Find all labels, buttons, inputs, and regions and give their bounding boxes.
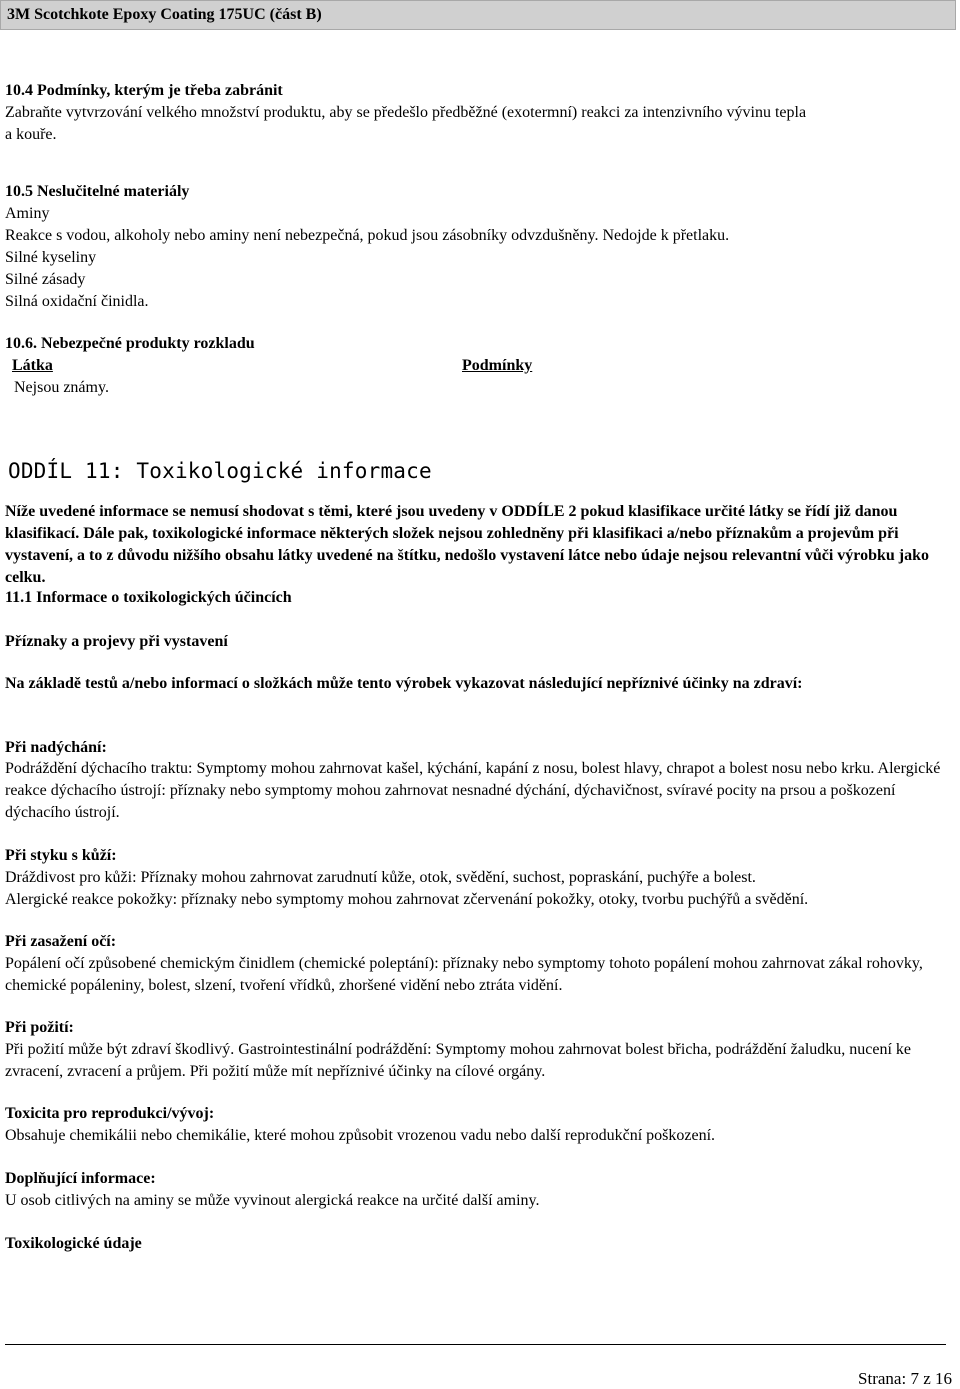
- incompatible-item: Reakce s vodou, alkoholy nebo aminy není nebezpečná, pokud jsou zásobníky odvzdušněny. Nedojde k přetlaku.: [5, 227, 730, 244]
- column-header-substance: Látka: [12, 357, 53, 374]
- document-title: 3M Scotchkote Epoxy Coating 175UC (část B): [7, 6, 322, 23]
- section-11-heading: ODDÍL 11: Toxikologické informace: [8, 459, 432, 483]
- section-10-4-text-cont: a kouře.: [5, 126, 57, 143]
- incompatible-item: Silné kyseliny: [5, 249, 97, 266]
- reproductive-toxicity-text: Obsahuje chemikálii nebo chemikálie, které mohou způsobit vrozenou vadu nebo další reprodukční poškození.: [5, 1127, 716, 1144]
- section-10-5-heading: 10.5 Neslučitelné materiály: [5, 183, 190, 200]
- section-11-intro: Níže uvedené informace se nemusí shodovat s těmi, které jsou uvedeny v ODDÍLE 2 pokud klasifikace určité látky se řídí již danou klasifikací. Dále pak, toxikologické informace některých složek nejsou zohledněny při klasifikaci a/nebo příznakům a projevům při vystavení, a to z důvodu nižšího obsahu látky uvedené na štítku, nedošlo vystavení látce nebo údaje nejsou relevantní vůči výrobku jako celku.: [5, 503, 929, 586]
- skin-label: Při styku s kůží:: [5, 847, 117, 864]
- reproductive-toxicity-label: Toxicita pro reprodukci/vývoj:: [5, 1105, 215, 1122]
- additional-info-label: Doplňující informace:: [5, 1170, 156, 1187]
- document-header: [0, 0, 956, 30]
- additional-info-text: U osob citlivých na aminy se může vyvinout alergická reakce na určité další aminy.: [5, 1192, 540, 1209]
- skin-text-allergy: Alergické reakce pokožky: příznaky nebo symptomy mohou zahrnovat zčervenání pokožky, otoky, tvorbu puchýřů a svědění.: [5, 891, 809, 908]
- skin-text-irritation: Dráždivost pro kůži: Příznaky mohou zahrnovat zarudnutí kůže, otok, svědění, suchost, popraskání, puchýře a bolest.: [5, 869, 756, 886]
- health-effects-basis: Na základě testů a/nebo informací o složkách může tento výrobek vykazovat následující nepříznivé účinky na zdraví:: [5, 675, 803, 692]
- column-header-conditions: Podmínky: [462, 357, 533, 374]
- eye-text: Popálení očí způsobené chemickým činidlem (chemické poleptání): příznaky nebo symptomy tohoto popálení mohou zahrnovat zákal rohovky, chemické popáleniny, bolest, slzení, tvoření vřídků, zhoršené vidění nebo ztráta vidění.: [5, 955, 923, 994]
- inhalation-label: Při nadýchání:: [5, 739, 107, 756]
- ingestion-label: Při požití:: [5, 1019, 74, 1036]
- incompatible-item: Silné zásady: [5, 271, 86, 288]
- section-11-1-heading: 11.1 Informace o toxikologických účincích: [5, 589, 292, 606]
- decomposition-value: Nejsou známy.: [14, 379, 109, 396]
- section-10-4-text: Zabraňte vytvrzování velkého množství produktu, aby se předešlo předběžné (exotermní) reakci za intenzivního vývinu tepla: [5, 104, 807, 121]
- incompatible-item: Silná oxidační činidla.: [5, 293, 149, 310]
- page-number: Strana: 7 z 16: [858, 1369, 952, 1388]
- incompatible-item: Aminy: [5, 205, 50, 222]
- inhalation-text: Podráždění dýchacího traktu: Symptomy mohou zahrnovat kašel, kýchání, kapání z nosu, bolest hlavy, chrapot a bolest nosu nebo krku. Alergické reakce dýchacího ústrojí: příznaky nebo symptomy mohou zahrnovat nesnadné dýchání, dýchavičnost, svíravé pocity na prsou a poškození dýchacího ústrojí.: [5, 760, 941, 821]
- section-10-4-heading: 10.4 Podmínky, kterým je třeba zabránit: [5, 82, 283, 99]
- eye-label: Při zasažení očí:: [5, 933, 117, 950]
- section-10-6-heading: 10.6. Nebezpečné produkty rozkladu: [5, 335, 255, 352]
- ingestion-text: Při požití může být zdraví škodlivý. Gastrointestinální podráždění: Symptomy mohou zahrnovat bolest břicha, podráždění žaludku, nucení ke zvracení, zvracení a průjem. Při požití může mít nepříznivé účinky na cílové orgány.: [5, 1041, 912, 1080]
- toxicological-data-heading: Toxikologické údaje: [5, 1235, 142, 1252]
- footer-divider: [5, 1344, 946, 1345]
- symptoms-heading: Příznaky a projevy při vystavení: [5, 633, 228, 650]
